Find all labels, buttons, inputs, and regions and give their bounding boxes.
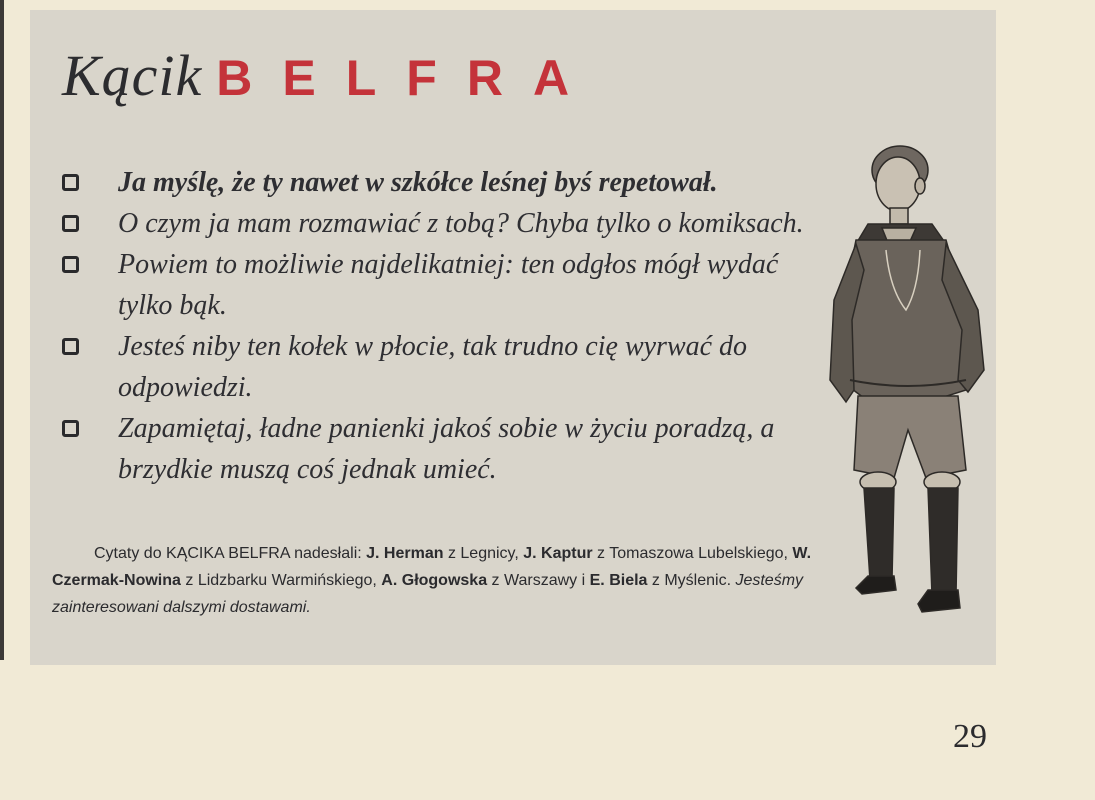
quote-item [62, 326, 832, 408]
credits-intro: Cytaty do KĄCIKA BELFRA nadesłali: [94, 545, 367, 562]
contributor-name: E. Biela [589, 572, 648, 589]
quote-item [62, 408, 832, 490]
checkbox-icon [62, 338, 79, 355]
checkbox-icon [62, 174, 79, 191]
checkbox-icon [62, 215, 79, 232]
contributor-name: W. Czermak-Nowina [52, 545, 812, 589]
contributor-place: z Legnicy, [443, 545, 524, 562]
checkbox-icon [62, 256, 79, 273]
quote-item [62, 162, 832, 203]
page-margin-rule [0, 0, 4, 660]
contributor-place: z Myślenic. [647, 572, 736, 589]
page-number: 29 [953, 718, 987, 755]
contributor-name: A. Głogowska [381, 572, 488, 589]
credits-paragraph [52, 540, 842, 621]
quote-text: O czym ja mam rozmawiać z tobą? Chyba tylko o komiksach. [118, 208, 804, 239]
quote-item [62, 203, 832, 244]
contributor-place: z Warszawy i [487, 572, 590, 589]
contributor-name: J. Herman [366, 545, 444, 562]
contributor-place: z Tomaszowa Lubelskiego, [592, 545, 793, 562]
column-title [62, 42, 599, 109]
checkbox-icon [62, 420, 79, 437]
contributor-name: J. Kaptur [523, 545, 593, 562]
quote-item [62, 244, 832, 326]
quote-text: Powiem to możliwie najdelikatniej: ten odgłos mógł wydać tylko bąk. [118, 249, 779, 321]
quote-text: Ja myślę, że ty nawet w szkółce leśnej byś repetował. [118, 167, 718, 198]
title-word: Kącik [62, 43, 203, 108]
credits-closing: Jesteśmy zainteresowani dalszymi dostawami. [52, 572, 804, 616]
schoolboy-illustration [828, 140, 988, 630]
title-accent: BELFRA [216, 50, 600, 106]
quote-text: Zapamiętaj, ładne panienki jakoś sobie w życiu poradzą, a brzydkie muszą coś jednak umieć. [118, 413, 775, 485]
quote-text: Jesteś niby ten kołek w płocie, tak trudno cię wyrwać do odpowiedzi. [118, 331, 748, 403]
contributor-place: z Lidzbarku Warmińskiego, [180, 572, 382, 589]
quote-list [62, 162, 832, 490]
